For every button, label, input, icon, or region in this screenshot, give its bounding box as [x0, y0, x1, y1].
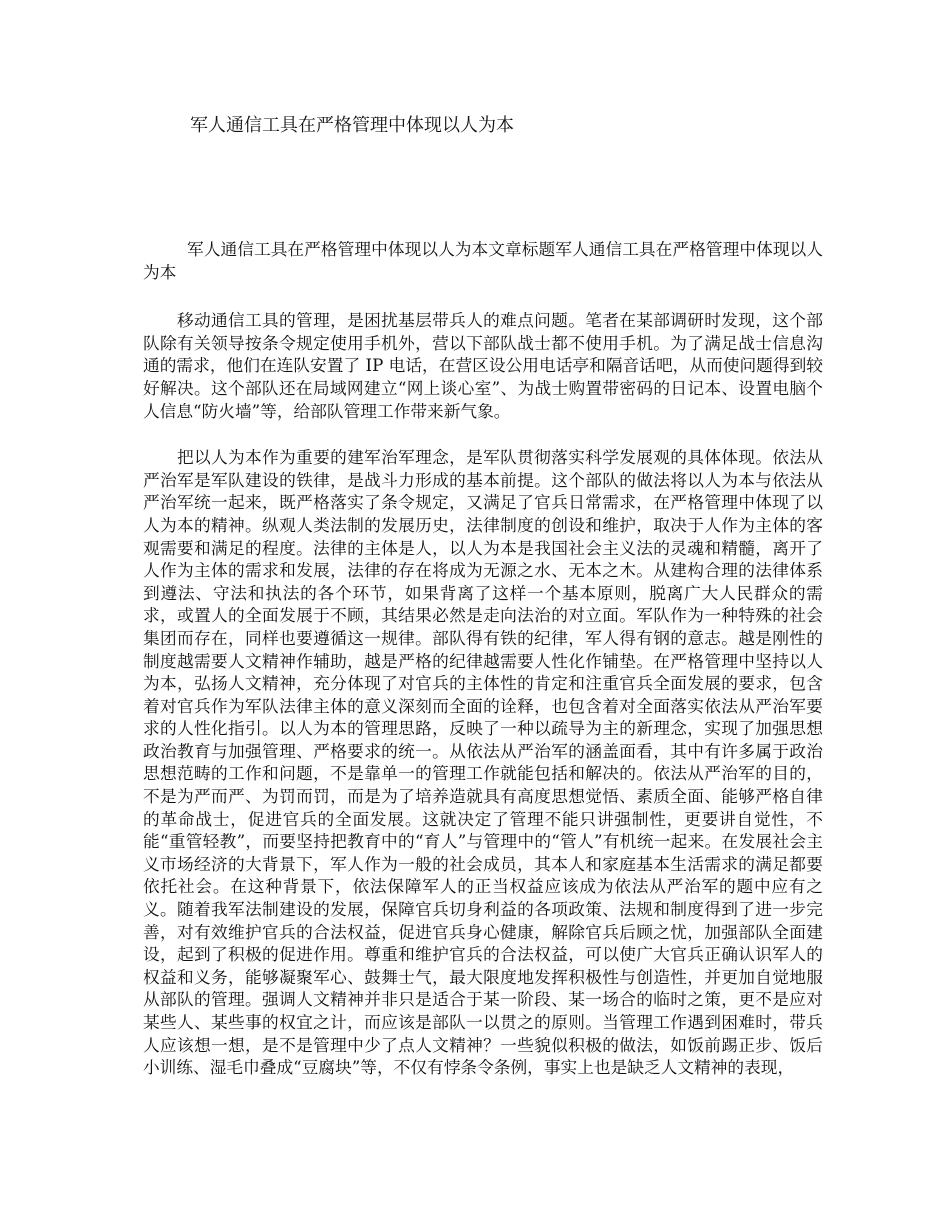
paragraph-title-repeat: 军人通信工具在严格管理中体现以人为本文章标题军人通信工具在严格管理中体现以人为本 — [143, 239, 823, 282]
paragraph-mobile-communication: 移动通信工具的管理，是困扰基层带兵人的难点问题。笔者在某部调研时发现，这个部队除有关领导按条令规定使用手机外，营以下部队战士都不使用手机。为了满足战士信息沟通的需求，他们在连队安置了 IP 电话，在营区设公用电话亭和隔音话吧，从而使问题得到较好解决。这个部队还在局域网建立“网上谈心室”、为战士购置带密码的日记本、设置电脑个人信息“防火墙”等，给部队管理工作带来新气象。 — [143, 310, 823, 421]
document-body — [143, 238, 823, 1103]
paragraph-people-oriented: 把以人为本作为重要的建军治军理念，是军队贯彻落实科学发展观的具体体现。依法从严治军是军队建设的铁律，是战斗力形成的基本前提。这个部队的做法将以人为本与依法从严治军统一起来，既严格落实了条令规定，又满足了官兵日常需求，在严格管理中体现了以人为本的精神。纵观人类法制的发展历史，法律制度的创设和维护，取决于人作为主体的客观需要和满足的程度。法律的主体是人，以人为本是我国社会主义法的灵魂和精髓，离开了人作为主体的需求和发展，法律的存在将成为无源之水、无本之木。从建构合理的法律体系到遵法、守法和执法的各个环节，如果背离了这样一个基本原则，脱离广大人民群众的需求，或置人的全面发展于不顾，其结果必然是走向法治的对立面。军队作为一种特殊的社会集团而存在，同样也要遵循这一规律。部队得有铁的纪律，军人得有钢的意志。越是刚性的制度越需要人文精神作辅助，越是严格的纪律越需要人性化作铺垫。在严格管理中坚持以人为本，弘扬人文精神，充分体现了对官兵的主体性的肯定和注重官兵全面发展的要求，包含着对官兵作为军队法律主体的意义深刻而全面的诠释，也包含着对全面落实依法从严治军要求的人性化指引。以人为本的管理思路，反映了一种以疏导为主的新理念，实现了加强思想政治教育与加强管理、严格要求的统一。从依法从严治军的涵盖面看，其中有许多属于政治思想范畴的工作和问题，不是靠单一的管理工作就能包括和解决的。依法从严治军的目的，不是为严而严、为罚而罚，而是为了培养造就具有高度思想觉悟、素质全面、能够严格自律的革命战士，促进官兵的全面发展。这就决定了管理不能只讲强制性，更要讲自觉性，不能“重管轻教”，而要坚持把教育中的“育人”与管理中的“管人”有机统一起来。在发展社会主义市场经济的大背景下，军人作为一般的社会成员，其本人和家庭基本生活需求的满足都要依托社会。在这种背景下，依法保障军人的正当权益应该成为依法从严治军的题中应有之义。随着我军法制建设的发展，保障官兵切身利益的各项政策、法规和制度得到了进一步完善，对有效维护官兵的合法权益，促进官兵身心健康，解除官兵后顾之忧，加强部队全面建设，起到了积极的促进作用。尊重和维护官兵的合法权益，可以使广大官兵正确认识军人的权益和义务，能够凝聚军心、鼓舞士气，最大限度地发挥积极性与创造性，并更加自觉地服从部队的管理。强调人文精神并非只是适合于某一阶段、某一场合的临时之策，更不是应对某些人、某些事的权宜之计，而应该是部队一以贯之的原则。当管理工作遇到困难时，带兵人应该想一想，是不是管理中少了点人文精神？一些貌似积极的做法，如饭前踢正步、饭后小训练、湿毛巾叠成“豆腐块”等，不仅有悖条令条例，事实上也是缺乏人文精神的表现， — [143, 447, 823, 1078]
document-title: 军人通信工具在严格管理中体现以人为本 — [190, 115, 514, 136]
